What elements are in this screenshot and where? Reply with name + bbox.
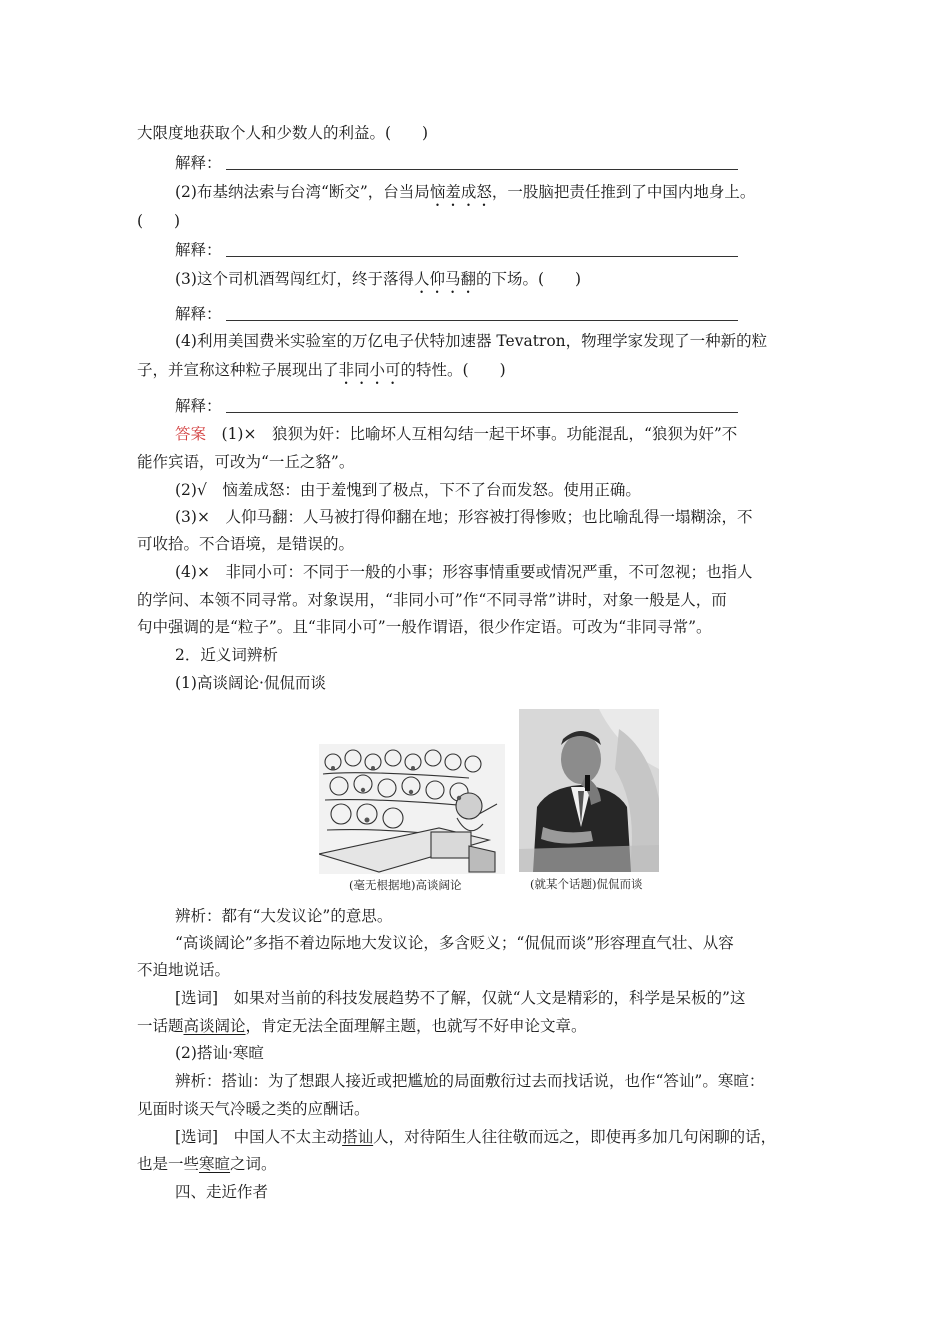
question-1-tail: 大限度地获取个人和少数人的利益。( ) [137,124,429,142]
dotted-idiom: 恼羞成怒 [429,183,492,201]
answer-blank[interactable] [226,242,738,257]
answer-1-line-2: 能作宾语，可改为“一丘之貉”。 [137,453,355,471]
underlined-word: 高谈阔论 [183,1017,246,1035]
question-3: (3)这个司机酒驾闯红灯，终于落得人仰马翻的下场。( ) [175,270,582,288]
pair-1-example-line-1: [选词] 如果对当前的科技发展趋势不了解，仅就“人文是精彩的，科学是呆板的”这 [175,989,746,1007]
answer-blank[interactable] [226,306,738,321]
speaker-photo [519,709,659,872]
answer-4-line-2: 的学问、本领不同寻常。对象误用，“非同小可”作“不同寻常”讲时，对象一般是人，而 [137,591,727,609]
question-2-paren: ( ) [137,212,181,230]
dotted-idiom: 非同小可 [338,361,401,379]
section-2-title: 2．近义词辨析 [175,646,278,664]
pair-2-analysis-line-2: 见面时谈天气冷暖之类的应酬话。 [137,1100,370,1118]
pair-1-detail-line-1: “高谈阔论”多指不着边际地大发议论，多含贬义；“侃侃而谈”形容理直气壮、从容 [175,934,734,952]
explain-line-4: 解释： [175,396,738,416]
dotted-idiom: 人仰马翻 [413,270,476,288]
pair-1-title: (1)高谈阔论·侃侃而谈 [175,674,326,692]
explain-label: 解释： [175,154,222,172]
pair-2-example-line-2: 也是一些寒暄之词。 [137,1155,277,1173]
answer-label: 答案 [175,425,207,443]
underlined-word: 寒暄 [199,1155,231,1173]
explain-line-2: 解释： [175,240,738,260]
cartoon-illustration [319,744,505,874]
question-4-line-2: 子，并宣称这种粒子展现出了非同小可的特性。( ) [137,361,506,379]
answer-1-line-1: 答案 (1)× 狼狈为奸：比喻坏人互相勾结一起干坏事。功能混乱，“狼狈为奸”不 [175,425,738,443]
caption-right: (就某个话题)侃侃而谈 [530,877,643,891]
explain-line-1 [175,153,738,173]
answer-blank[interactable] [226,155,738,170]
pair-1-example-line-2: 一话题高谈阔论，肯定无法全面理解主题，也就写不好申论文章。 [137,1017,587,1035]
pair-1-analysis: 辨析：都有“大发议论”的意思。 [175,907,393,925]
pair-2-analysis-line-1: 辨析：搭讪：为了想跟人接近或把尴尬的局面敷衍过去而找话说，也作“答讪”。寒暄： [175,1072,765,1090]
pair-2-title: (2)搭讪·寒暄 [175,1044,264,1062]
question-2: (2)布基纳法索与台湾“断交”，台当局恼羞成怒，一股脑把责任推到了中国内地身上。 [175,183,756,201]
caption-left: (毫无根据地)高谈阔论 [349,878,462,892]
pair-2-example-line-1: [选词] 中国人不太主动搭讪人，对待陌生人往往敬而远之，即使再多加几句闲聊的话， [175,1128,777,1146]
answer-3-line-1: (3)× 人仰马翻：人马被打得仰翻在地；形容被打得惨败；也比喻乱得一塌糊涂，不 [175,508,753,526]
answer-blank[interactable] [226,398,738,413]
explain-line-3: 解释： [175,304,738,324]
section-4-title: 四、走近作者 [175,1183,269,1201]
pair-1-detail-line-2: 不迫地说话。 [137,961,231,979]
answer-4-line-1: (4)× 非同小可：不同于一般的小事；形容事情重要或情况严重，不可忽视；也指人 [175,563,753,581]
answer-4-line-3: 句中强调的是“粒子”。且“非同小可”一般作谓语，很少作定语。可改为“非同寻常”。 [137,618,712,636]
answer-3-line-2: 可收拾。不合语境，是错误的。 [137,535,355,553]
underlined-word: 搭讪 [342,1128,374,1146]
answer-2: (2)√ 恼羞成怒：由于羞愧到了极点，下不了台而发怒。使用正确。 [175,481,641,499]
question-4-line-1: (4)利用美国费米实验室的万亿电子伏特加速器 Tevatron，物理学家发现了一种新的粒 [175,332,768,350]
